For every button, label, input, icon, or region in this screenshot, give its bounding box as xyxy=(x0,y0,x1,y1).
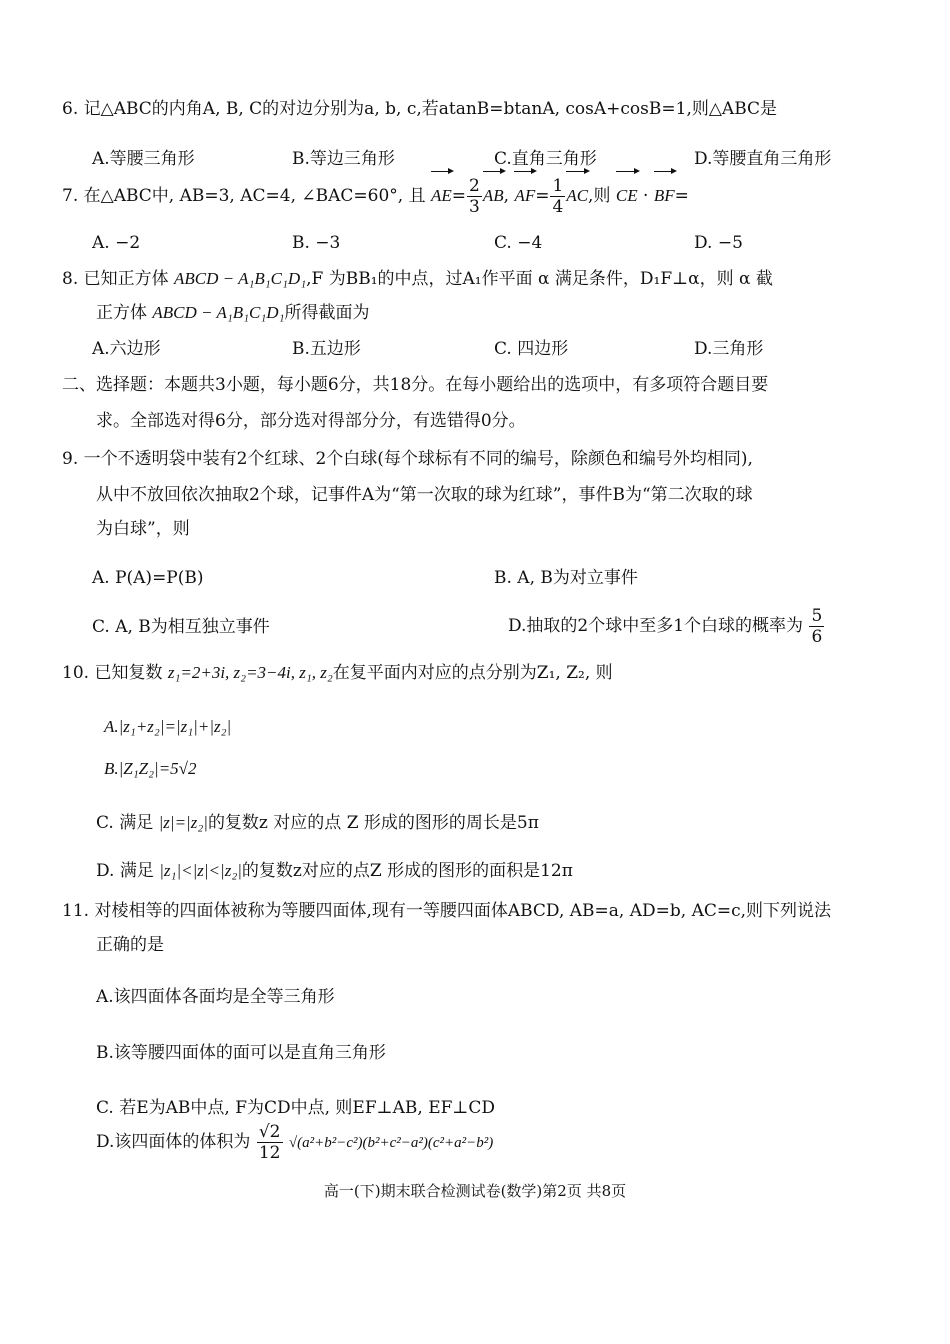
q8-line2-prefix: 正方体 xyxy=(96,303,147,323)
fraction-num: 1 xyxy=(552,175,564,196)
fraction-num: 2 xyxy=(469,175,480,196)
vector-af: AF xyxy=(514,174,535,218)
section2-heading-line1: 二、选择题：本题共3小题，每小题6分，共18分。在每小题给出的选项中，有多项符合题目要 xyxy=(62,375,769,395)
q10-option-c xyxy=(96,812,539,834)
q8-suffix: ,F 为BB₁的中点，过A₁作平面 α 满足条件，D₁F⊥α，则 α 截 xyxy=(306,269,773,289)
q9-line3: 为白球”，则 xyxy=(96,519,190,539)
q11-option-b: B.该等腰四面体的面可以是直角三角形 xyxy=(96,1043,386,1063)
q6-option-b: B.等边三角形 xyxy=(292,149,395,169)
q7-option-d: D. −5 xyxy=(694,233,743,253)
fraction-num: 5 xyxy=(811,605,823,626)
vector-ce: CE xyxy=(616,174,638,218)
q10-option-d-math: |z₁|<|z|<|z₂| xyxy=(159,861,242,880)
q6-stem: 6. 记△ABC的内角A, B, C的对边分别为a, b, c,若atanB=btanA, cosA+cosB=1,则△ABC是 xyxy=(62,99,778,119)
q10-option-a: A.|z₁+z₂|=|z₁|+|z₂| xyxy=(104,717,232,736)
q9-line2: 从中不放回依次抽取2个球，记事件A为“第一次取的球为红球”，事件B为“第二次取的球 xyxy=(96,485,753,505)
q7-eq3: = xyxy=(674,186,689,206)
fraction-den: 4 xyxy=(552,196,564,217)
vector-ab: AB xyxy=(483,174,504,218)
q10-option-d-a: D. 满足 xyxy=(96,861,154,881)
fraction-root2-12 xyxy=(257,1121,283,1163)
vector-ac: AC xyxy=(566,174,588,218)
q8-option-a: A.六边形 xyxy=(92,339,161,359)
q8-option-c: C. 四边形 xyxy=(494,339,569,359)
cube-name: ABCD − A₁B₁C₁D₁ xyxy=(174,269,307,288)
q8-line2 xyxy=(96,302,369,324)
q7-then: ,则 xyxy=(588,186,611,206)
q10-suffix: 在复平面内对应的点分别为Z₁, Z₂, 则 xyxy=(332,663,613,683)
q9-option-d-text: D.抽取的2个球中至多1个白球的概率为 xyxy=(508,616,804,636)
q11-line2: 正确的是 xyxy=(96,935,164,955)
q7-comma: , xyxy=(503,186,510,206)
q10-option-c-math: |z|=|z₂| xyxy=(158,813,208,832)
q10-option-d-b: 的复数z对应的点Z 形成的图形的面积是12π xyxy=(241,861,573,881)
q8-prefix: 8. 已知正方体 xyxy=(62,269,169,289)
q7-eq2: = xyxy=(535,186,550,206)
fraction-den: 6 xyxy=(811,626,823,647)
q6-option-a: A.等腰三角形 xyxy=(92,149,195,169)
q10-stem xyxy=(62,662,613,684)
q7-eq1: = xyxy=(451,186,467,206)
page-footer: 高一(下)期末联合检测试卷(数学)第2页 共8页 xyxy=(323,1182,627,1200)
section2-heading-line2: 求。全部选对得6分，部分选对得部分分，有选错得0分。 xyxy=(96,411,526,431)
q9-option-b: B. A, B为对立事件 xyxy=(494,568,638,588)
q11-line1: 11. 对棱相等的四面体被称为等腰四面体,现有一等腰四面体ABCD, AB=a, AD=b, AC=c,则下列说法 xyxy=(62,901,832,921)
q11-option-d-text: D.该四面体的体积为 xyxy=(96,1132,251,1152)
q7-prefix: 7. 在△ABC中, AB=3, AC=4, ∠BAC=60°, 且 xyxy=(62,186,426,206)
q7-option-a: A. −2 xyxy=(92,233,141,253)
vector-bf: BF xyxy=(654,174,675,218)
q7-option-c: C. −4 xyxy=(494,233,543,253)
fraction-5-6 xyxy=(809,605,824,647)
cube-name: ABCD − A₁B₁C₁D₁ xyxy=(152,303,285,322)
q9-line1: 9. 一个不透明袋中装有2个红球、2个白球(每个球标有不同的编号，除颜色和编号外均相同), xyxy=(62,449,753,469)
q10-prefix: 10. 已知复数 xyxy=(62,663,163,683)
fraction-den: 12 xyxy=(258,1142,281,1163)
q9-option-a: A. P(A)=P(B) xyxy=(92,568,204,588)
fraction-1-4 xyxy=(550,175,565,217)
q8-option-b: B.五边形 xyxy=(292,339,361,359)
fraction-2-3 xyxy=(467,175,482,217)
q11-option-d xyxy=(96,1120,493,1165)
q8-option-d: D.三角形 xyxy=(694,339,764,359)
q10-math: z₁=2+3i, z₂=3−4i, z₁, z₂ xyxy=(167,663,333,682)
fraction-num: √2 xyxy=(258,1121,281,1142)
q10-option-d xyxy=(96,860,573,882)
fraction-den: 3 xyxy=(469,196,480,217)
q10-option-b: B.|Z₁Z₂|=5√2 xyxy=(104,759,197,778)
q10-option-c-b: 的复数z 对应的点 Z 形成的图形的周长是5π xyxy=(207,813,539,833)
q7-dot: · xyxy=(643,186,649,206)
q11-option-a: A.该四面体各面均是全等三角形 xyxy=(96,987,335,1007)
q7-option-b: B. −3 xyxy=(292,233,341,253)
vector-ae: AE xyxy=(431,174,452,218)
q11-option-c: C. 若E为AB中点, F为CD中点, 则EF⊥AB, EF⊥CD xyxy=(96,1098,496,1118)
q6-option-d: D.等腰直角三角形 xyxy=(694,149,832,169)
q9-option-c: C. A, B为相互独立事件 xyxy=(92,617,270,637)
q6-option-c: C.直角三角形 xyxy=(494,149,597,169)
q8-line1 xyxy=(62,268,773,290)
q8-line2-suffix: 所得截面为 xyxy=(284,303,370,323)
q11-option-d-root: √(a²+b²−c²)(b²+c²−a²)(c²+a²−b²) xyxy=(288,1135,494,1151)
q7-stem xyxy=(62,174,689,218)
q10-option-c-a: C. 满足 xyxy=(96,813,154,833)
q9-option-d xyxy=(508,604,825,648)
